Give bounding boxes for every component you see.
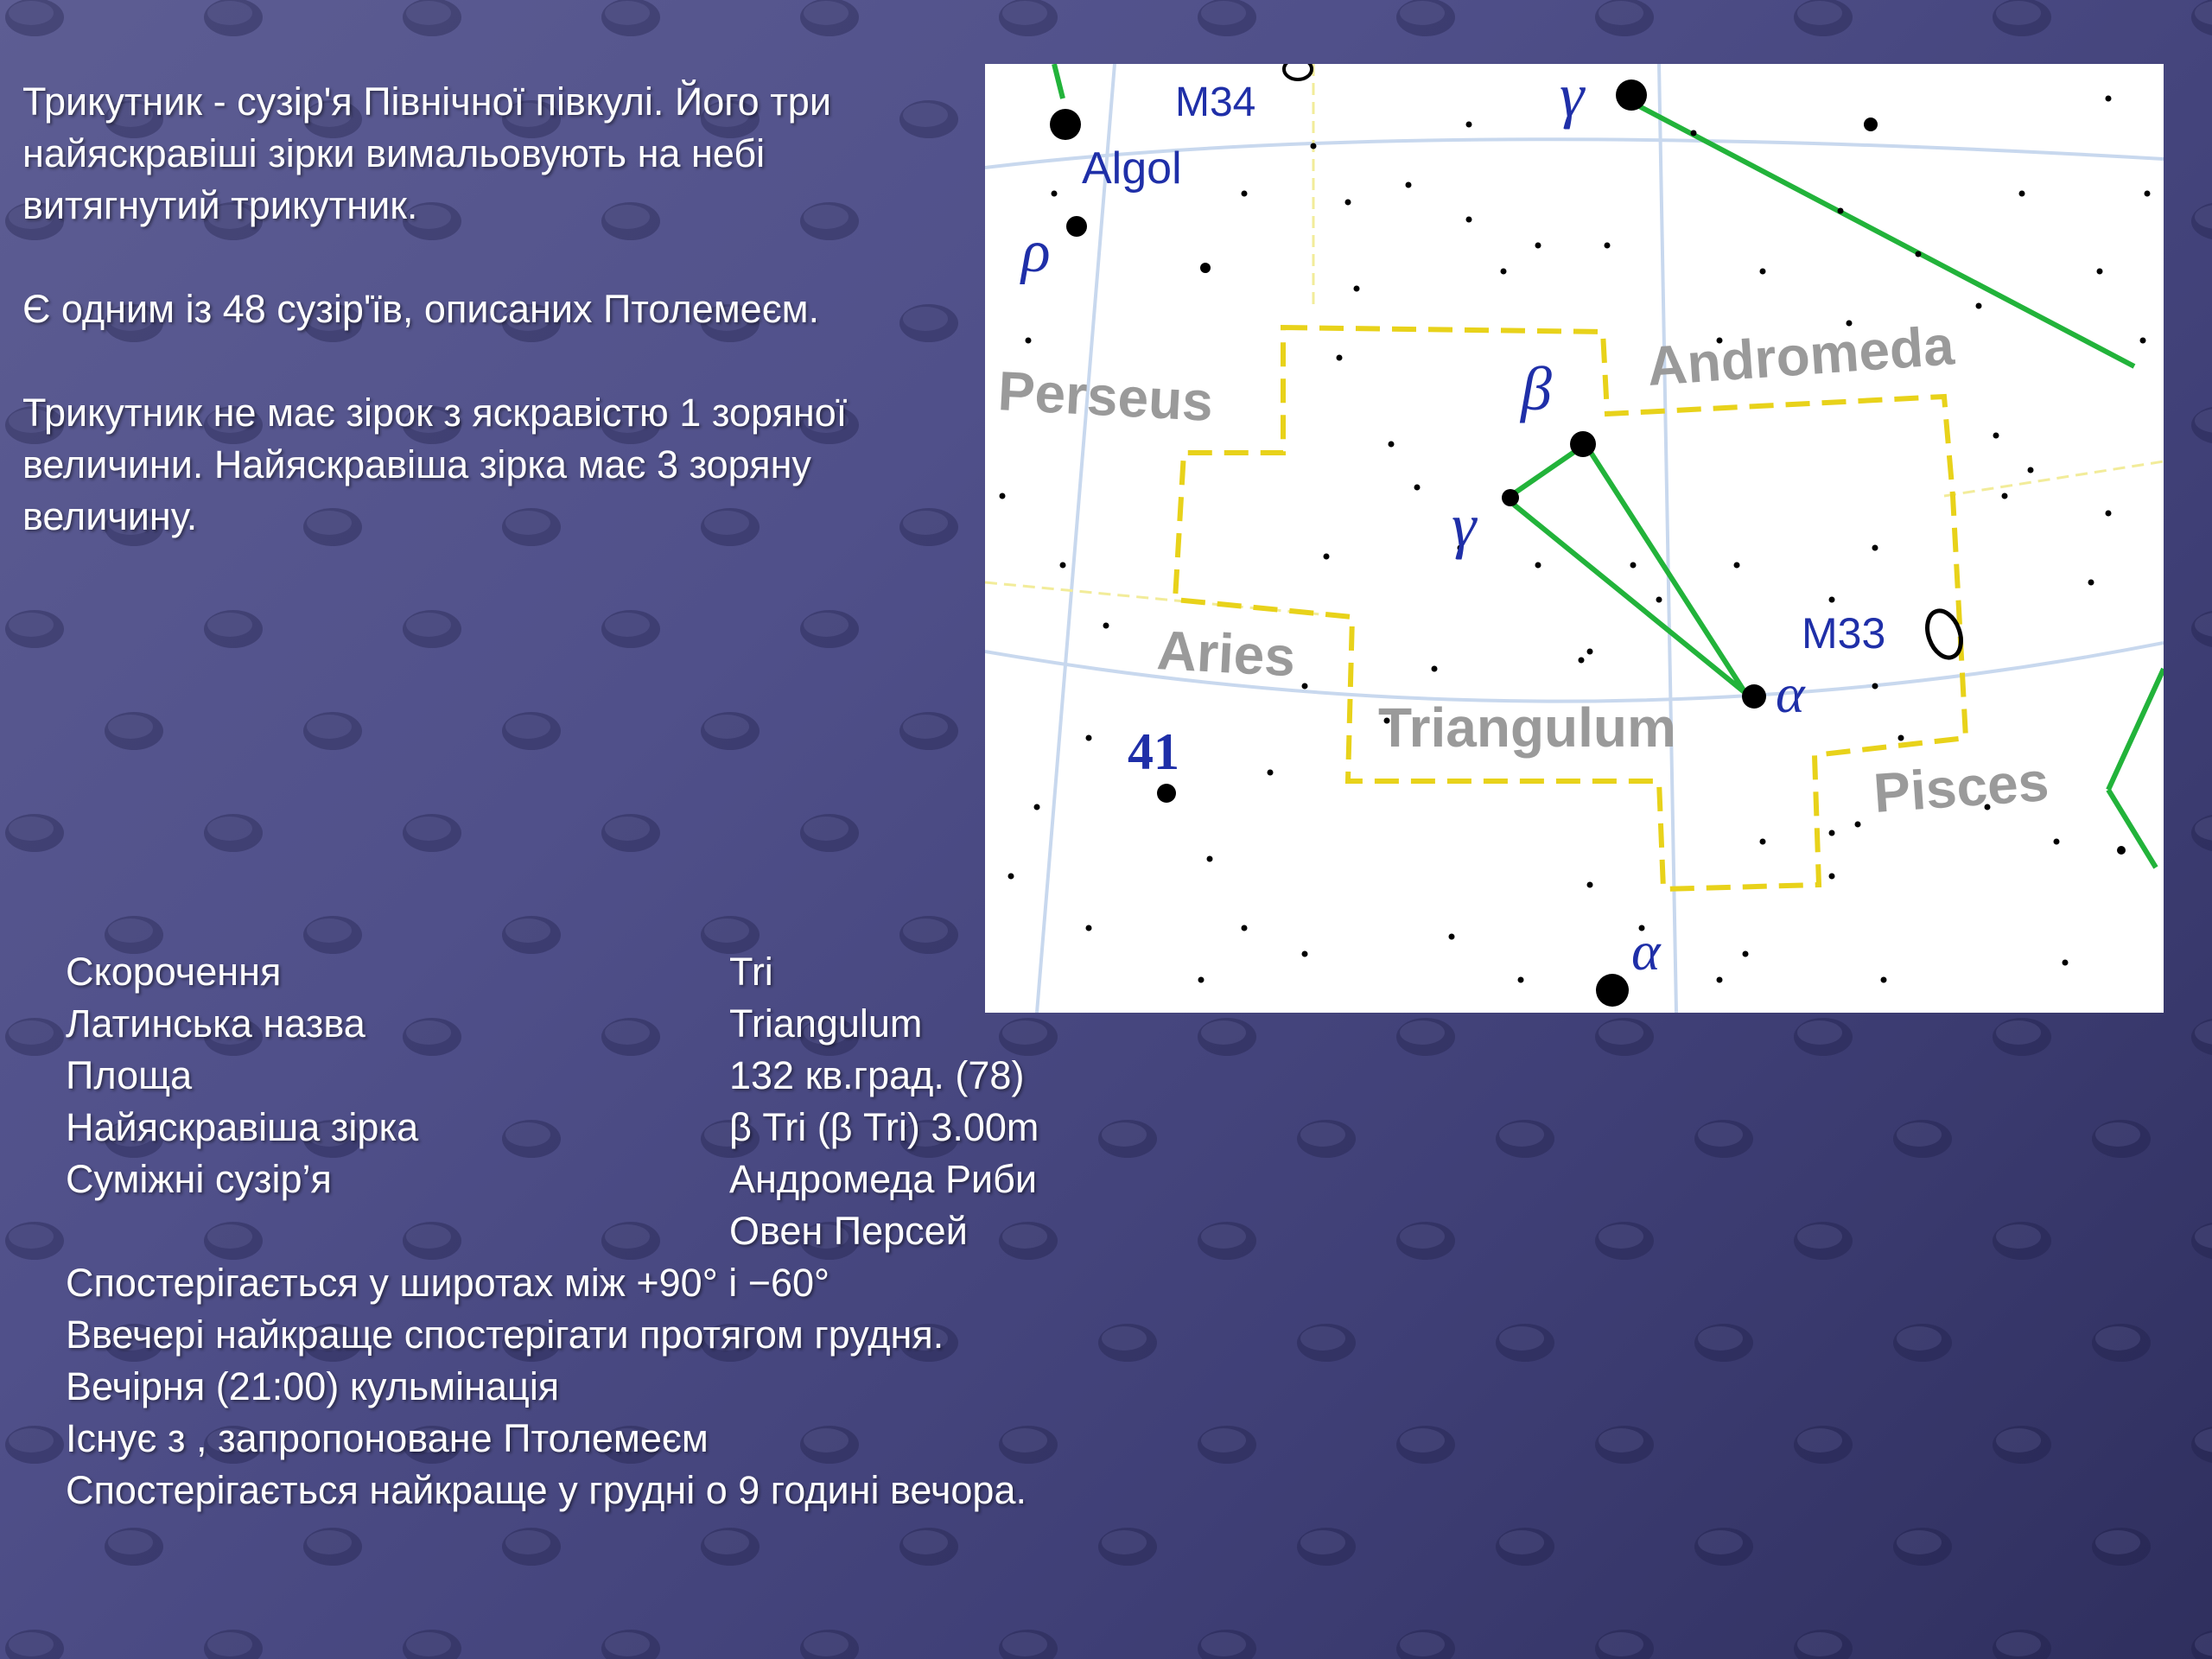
- faint-star: [1734, 563, 1740, 569]
- intro-text: [22, 76, 956, 594]
- fact-value: Овен Персей: [729, 1209, 968, 1253]
- background-dot-highlight: [505, 715, 550, 739]
- background-dot-highlight: [1002, 1632, 1047, 1656]
- background-dot-highlight: [1996, 1224, 2041, 1249]
- fact-value: Tri: [729, 950, 773, 994]
- faint-star: [2028, 467, 2034, 474]
- faint-star: [2106, 96, 2112, 102]
- faint-star: [1976, 303, 1982, 309]
- faint-star: [1466, 122, 1472, 128]
- faint-star: [1760, 839, 1766, 845]
- background-dot-highlight: [2095, 1530, 2140, 1554]
- background-dot-highlight: [9, 1020, 54, 1045]
- star-alpha-aries: [1596, 974, 1629, 1007]
- grid-line: [1037, 64, 1115, 1013]
- faint-star: [2145, 191, 2151, 197]
- fact-line: Спостерігається у широтах між +90° і −60°: [66, 1261, 830, 1305]
- label-gamma: γ: [1452, 491, 1477, 560]
- background-dot-highlight: [207, 1, 252, 25]
- background-dot-highlight: [9, 1428, 54, 1452]
- intro-paragraph-1: Трикутник - сузір'я Північної півкулі. Його три найяскравіші зірки вимальовують на небі витягнутий трикутник.: [22, 79, 831, 227]
- background-dot-highlight: [207, 1632, 252, 1656]
- background-dot-highlight: [605, 1, 650, 25]
- fact-value: β Tri (β Tri) 3.00m: [729, 1105, 1039, 1149]
- background-dot-highlight: [1201, 1632, 1246, 1656]
- star-beta-tri: [1570, 431, 1596, 457]
- background-dot-highlight: [605, 1632, 650, 1656]
- background-dot-highlight: [406, 613, 451, 637]
- faint-star: [1311, 143, 1317, 149]
- background-dot-highlight: [704, 1530, 749, 1554]
- faint-star: [2002, 493, 2008, 499]
- faint-star: [1535, 563, 1541, 569]
- label-beta: β: [1521, 354, 1552, 423]
- background-dot-highlight: [1599, 1020, 1643, 1045]
- background-dot-highlight: [605, 613, 650, 637]
- faint-star: [1449, 934, 1455, 940]
- background-dot-highlight: [1499, 1122, 1544, 1147]
- background-dot-highlight: [1599, 1632, 1643, 1656]
- background-dot-highlight: [505, 1530, 550, 1554]
- background-dot-highlight: [704, 715, 749, 739]
- background-dot-highlight: [1400, 1, 1445, 25]
- faint-star: [1872, 683, 1878, 690]
- fact-row: [66, 998, 1362, 1050]
- background-dot-highlight: [1897, 1326, 1942, 1351]
- background-dot-highlight: [1599, 1, 1643, 25]
- faint-star: [1354, 286, 1360, 292]
- background-dot-highlight: [704, 918, 749, 943]
- star-chart: [985, 64, 2164, 1013]
- fact-label: [66, 1205, 729, 1257]
- m34-cluster-icon: [1284, 64, 1312, 79]
- background-dot-highlight: [903, 918, 948, 943]
- faint-star: [1432, 666, 1438, 672]
- background-dot-highlight: [1599, 1428, 1643, 1452]
- background-dot-highlight: [108, 918, 153, 943]
- faint-star: [1103, 623, 1109, 629]
- background-dot-highlight: [804, 613, 849, 637]
- background-dot-highlight: [1499, 1530, 1544, 1554]
- background-dot-highlight: [1300, 1530, 1345, 1554]
- background-dot-highlight: [1797, 1, 1842, 25]
- faint-star: [1501, 269, 1507, 275]
- faint-star: [1829, 874, 1835, 880]
- faint-star: [1207, 856, 1213, 862]
- label-41: 41: [1128, 723, 1179, 780]
- intro-paragraph-3: Трикутник не має зірок з яскравістю 1 зоряної величини. Найяскравіша зірка має 3 зоряну величину.: [22, 391, 848, 538]
- background-dot-highlight: [1996, 1632, 2041, 1656]
- fact-label: Площа: [66, 1053, 193, 1097]
- faint-star: [2097, 269, 2103, 275]
- label-gamma-andromeda: γ: [1560, 64, 1585, 130]
- faint-star: [1086, 925, 1092, 931]
- background-dot-highlight: [108, 715, 153, 739]
- background-dot-highlight: [1797, 1428, 1842, 1452]
- background-dot-highlight: [307, 715, 352, 739]
- facts-table: [66, 946, 1362, 1516]
- faint-star: [1008, 874, 1014, 880]
- name-aries: Aries: [1155, 619, 1297, 689]
- background-dot-highlight: [307, 1530, 352, 1554]
- pisces-line: [2108, 669, 2164, 790]
- fact-row: [66, 946, 1362, 998]
- faint-star: [1838, 208, 1844, 214]
- background-dot-highlight: [9, 1632, 54, 1656]
- fact-row: [66, 1050, 1362, 1102]
- fact-row: [66, 1154, 1362, 1205]
- background-dot-highlight: [1400, 1224, 1445, 1249]
- fact-line: Вечірня (21:00) кульмінація: [66, 1364, 560, 1408]
- background-dot-highlight: [1400, 1020, 1445, 1045]
- fact-label: Латинська назва: [66, 1001, 365, 1046]
- fact-row: [66, 1205, 1362, 1257]
- faint-star: [1881, 977, 1887, 983]
- triangulum-line-gamma-alpha: [1514, 505, 1745, 693]
- fact-line: Існує з , запропоноване Птолемеєм: [66, 1416, 709, 1460]
- label-m34: M34: [1175, 79, 1256, 125]
- faint-star: [1691, 130, 1697, 137]
- background-dot-highlight: [307, 918, 352, 943]
- background-dot-highlight: [9, 817, 54, 841]
- background-dot-highlight: [804, 1632, 849, 1656]
- background-dot-highlight: [1996, 1020, 2041, 1045]
- background-dot-highlight: [1400, 1632, 1445, 1656]
- faint-star: [1579, 658, 1585, 664]
- background-dot-highlight: [804, 817, 849, 841]
- background-dot-highlight: [903, 715, 948, 739]
- faint-star: [1656, 597, 1662, 603]
- pisces-line: [2108, 790, 2156, 868]
- faint-star: [2140, 338, 2146, 344]
- background-dot-highlight: [207, 613, 252, 637]
- faint-star: [1337, 355, 1343, 361]
- faint-star: [1855, 822, 1861, 828]
- faint-star: [1717, 977, 1723, 983]
- constellation-map: [985, 64, 2164, 1013]
- background-dot-highlight: [1400, 1428, 1445, 1452]
- faint-star: [1605, 243, 1611, 249]
- background-dot-highlight: [1897, 1122, 1942, 1147]
- faint-star: [1302, 683, 1308, 690]
- faint-star: [2063, 960, 2069, 966]
- background-dot-highlight: [1996, 1, 2041, 25]
- faint-star: [1872, 545, 1878, 551]
- faint-star: [2088, 580, 2094, 586]
- faint-star: [1829, 597, 1835, 603]
- fact-label: Суміжні сузір’я: [66, 1157, 332, 1201]
- name-andromeda: Andromeda: [1644, 314, 1956, 397]
- star: [2117, 846, 2126, 855]
- background-dot-highlight: [1002, 1, 1047, 25]
- background-dot-highlight: [505, 918, 550, 943]
- faint-star: [2106, 511, 2112, 517]
- label-m33: M33: [1802, 609, 1886, 658]
- background-dot-highlight: [804, 1, 849, 25]
- faint-star: [1345, 200, 1351, 206]
- faint-star: [1060, 563, 1066, 569]
- faint-star: [2019, 191, 2025, 197]
- ecliptic-line: [1944, 461, 2164, 496]
- faint-star: [1587, 882, 1593, 888]
- star-rho: [1066, 216, 1087, 237]
- star-gamma-tri: [1502, 489, 1519, 506]
- label-alpha: α: [1776, 663, 1805, 724]
- label-rho: ρ: [1021, 219, 1051, 285]
- faint-star: [1086, 735, 1092, 741]
- background-dot-highlight: [9, 1224, 54, 1249]
- faint-star: [1414, 485, 1421, 491]
- background-dot-highlight: [1698, 1530, 1743, 1554]
- faint-star: [1406, 182, 1412, 188]
- fact-value: 132 кв.град. (78): [729, 1053, 1025, 1097]
- faint-star: [1389, 442, 1395, 448]
- star: [1864, 118, 1878, 131]
- faint-star: [1630, 563, 1637, 569]
- faint-star: [1242, 925, 1248, 931]
- faint-star: [1324, 554, 1330, 560]
- background-dot-highlight: [406, 1, 451, 25]
- background-dot-highlight: [108, 1530, 153, 1554]
- faint-star: [1034, 804, 1040, 810]
- faint-star: [1242, 191, 1248, 197]
- background-dot-highlight: [1102, 1530, 1147, 1554]
- background-dot-highlight: [1797, 1020, 1842, 1045]
- triangulum-boundary: [1175, 327, 1966, 889]
- fact-label: Найяскравіша зірка: [66, 1105, 419, 1149]
- background-dot-highlight: [2095, 1326, 2140, 1351]
- background-dot-highlight: [1599, 1224, 1643, 1249]
- fact-line: Ввечері найкраще спостерігати протягом грудня.: [66, 1313, 944, 1357]
- star: [1200, 263, 1211, 273]
- label-algol: Algol: [1082, 143, 1182, 194]
- intro-paragraph-2: Є одним із 48 сузір'їв, описаних Птолемеєм.: [22, 287, 820, 331]
- faint-star: [1993, 433, 1999, 439]
- fact-row: [66, 1102, 1362, 1154]
- faint-stars: [1000, 96, 2151, 983]
- perseus-line: [1054, 64, 1063, 99]
- faint-star: [1743, 951, 1749, 957]
- background-dot-highlight: [1698, 1326, 1743, 1351]
- fact-line: Спостерігається найкраще у грудні о 9 годині вечора.: [66, 1468, 1027, 1512]
- faint-star: [1916, 251, 1922, 257]
- faint-star: [1026, 338, 1032, 344]
- background-dot-highlight: [903, 1530, 948, 1554]
- star-algol: [1050, 109, 1081, 140]
- background-dot-highlight: [1499, 1326, 1544, 1351]
- name-perseus: Perseus: [996, 359, 1215, 434]
- faint-star: [1268, 770, 1274, 776]
- faint-star: [1518, 977, 1524, 983]
- name-pisces: Pisces: [1871, 749, 2051, 824]
- background-dot-highlight: [9, 1, 54, 25]
- background-dot-highlight: [1797, 1224, 1842, 1249]
- faint-star: [1760, 269, 1766, 275]
- background-dot-highlight: [1797, 1632, 1842, 1656]
- faint-star: [1898, 735, 1904, 741]
- star-gamma-andromeda: [1616, 79, 1647, 111]
- background-dot-highlight: [406, 817, 451, 841]
- background-dot-highlight: [1897, 1530, 1942, 1554]
- faint-star: [1000, 493, 1006, 499]
- star-41: [1157, 784, 1176, 803]
- label-alpha-aries: α: [1631, 920, 1661, 982]
- background-dot-highlight: [9, 613, 54, 637]
- background-dot-highlight: [1201, 1, 1246, 25]
- faint-star: [1535, 243, 1541, 249]
- fact-label: Скорочення: [66, 950, 282, 994]
- background-dot-highlight: [605, 817, 650, 841]
- faint-star: [1829, 830, 1835, 836]
- background-dot-highlight: [1996, 1428, 2041, 1452]
- faint-star: [1466, 217, 1472, 223]
- faint-star: [2054, 839, 2060, 845]
- name-triangulum: Triangulum: [1378, 696, 1676, 759]
- background-dot-highlight: [2095, 1122, 2140, 1147]
- faint-star: [1587, 649, 1593, 655]
- fact-value: Андромеда Риби: [729, 1157, 1038, 1201]
- background-dot-highlight: [207, 817, 252, 841]
- star-alpha-tri: [1742, 684, 1766, 709]
- fact-value: Triangulum: [729, 1001, 923, 1046]
- faint-star: [1052, 191, 1058, 197]
- background-dot-highlight: [1698, 1122, 1743, 1147]
- background-dot-highlight: [406, 1632, 451, 1656]
